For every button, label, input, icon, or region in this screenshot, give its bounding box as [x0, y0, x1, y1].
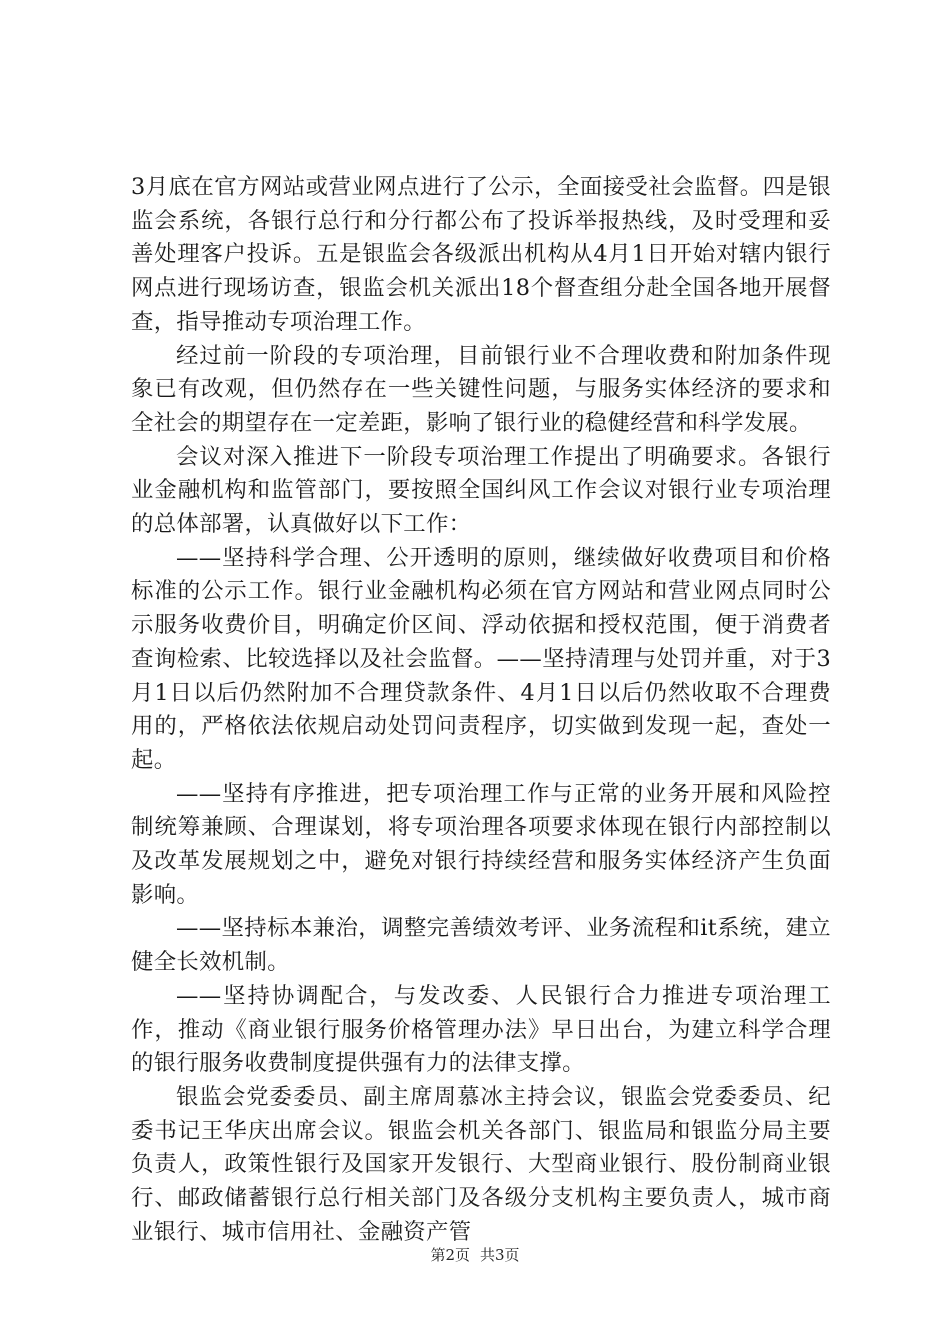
paragraph: ——坚持科学合理、公开透明的原则，继续做好收费项目和价格标准的公示工作。银行业金融机构必须在官方网站和营业网点同时公示服务收费价目，明确定价区间、浮动依据和授权范围，便于消费者查询检索、比较选择以及社会监督。——坚持清理与处罚并重，对于3月1日以后仍然附加不合理贷款条件、4月1日以后仍然收取不合理费用的，严格依法依规启动处罚问责程序，切实做到发现一起，查处一起。 — [131, 544, 831, 773]
paragraph: ——坚持协调配合，与发改委、人民银行合力推进专项治理工作，推动《商业银行服务价格管理办法》早日出台，为建立科学合理的银行服务收费制度提供强有力的法律支撑。 — [131, 982, 831, 1077]
page-total: 共3页 — [480, 1246, 520, 1264]
paragraph: 3月底在官方网站或营业网点进行了公示，全面接受社会监督。四是银监会系统，各银行总行和分行都公布了投诉举报热线，及时受理和妥善处理客户投诉。五是银监会各级派出机构从4月1日开始对辖内银行网点进行现场访查，银监会机关派出18个督查组分赴全国各地开展督查，指导推动专项治理工作。 — [131, 174, 831, 335]
paragraph: 会议对深入推进下一阶段专项治理工作提出了明确要求。各银行业金融机构和监管部门，要按照全国纠风工作会议对银行业专项治理的总体部署，认真做好以下工作： — [131, 443, 831, 538]
document-body — [131, 171, 831, 1250]
page-footer — [0, 1245, 950, 1265]
paragraph: 经过前一阶段的专项治理，目前银行业不合理收费和附加条件现象已有改观，但仍然存在一些关键性问题，与服务实体经济的要求和全社会的期望存在一定差距，影响了银行业的稳健经营和科学发展。 — [131, 342, 831, 436]
paragraph: 银监会党委委员、副主席周慕冰主持会议，银监会党委委员、纪委书记王华庆出席会议。银监会机关各部门、银监局和银监分局主要负责人，政策性银行及国家开发银行、大型商业银行、股份制商业银行、邮政储蓄银行总行相关部门及各级分支机构主要负责人，城市商业银行、城市信用社、金融资产管 — [131, 1083, 831, 1245]
paragraph: ——坚持有序推进，把专项治理工作与正常的业务开展和风险控制统筹兼顾、合理谋划，将专项治理各项要求体现在银行内部控制以及改革发展规划之中，避免对银行持续经营和服务实体经济产生负面影响。 — [131, 780, 831, 908]
paragraph: ——坚持标本兼治，调整完善绩效考评、业务流程和it系统，建立健全长效机制。 — [131, 915, 831, 976]
page-number: 第2页 — [430, 1246, 470, 1264]
